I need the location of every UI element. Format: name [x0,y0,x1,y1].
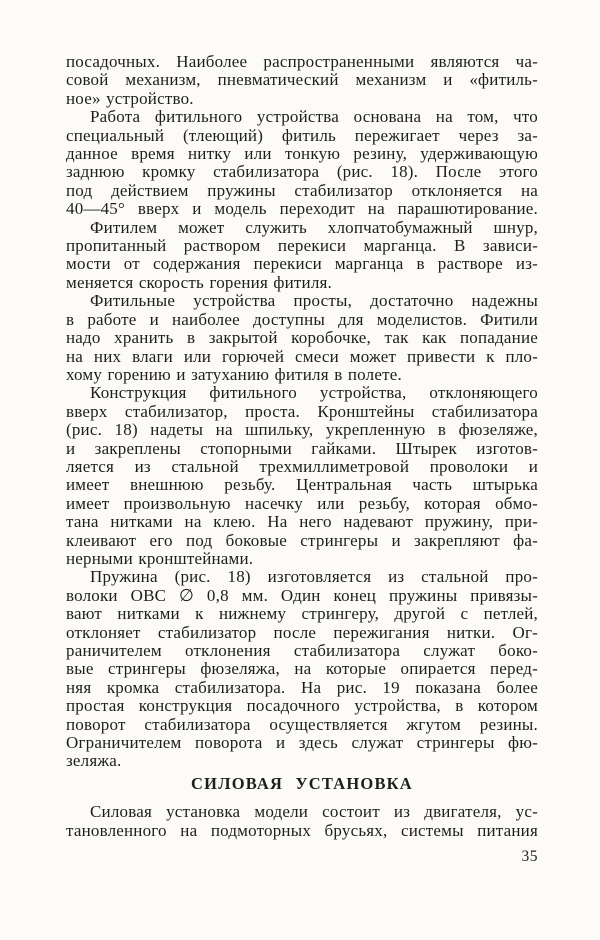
text-line: заднюю кромку стабилизатора (рис. 18). После этого [66,162,538,182]
text-line: ляется из стальной трехмиллиметровой проволоки и [66,456,538,476]
text-line: имеет внешнюю резьбу. Центральная часть штырька [66,475,538,495]
text-line: специальный (тлеющий) фитиль пережигает через за- [66,125,538,145]
text-line: надо хранить в закрытой коробочке, так как попадание [66,328,538,348]
text-line: хому горению и затуханию фитиля в полете. [66,364,402,384]
text-line: меняется скорость горения фитиля. [66,272,333,292]
text-column [66,53,538,840]
paragraph [66,384,538,568]
text-line: Фитилем может служить хлопчатобумажный шнур, [90,217,538,237]
text-line: тана нитками на клею. На него надевают пружину, при- [66,512,538,532]
paragraph [66,219,538,293]
text-line: ное» устройство. [66,88,194,108]
text-line: Конструкция фитильного устройства, отклоняющего [90,383,538,403]
text-line: в работе и наиболее доступны для моделистов. Фитили [66,309,538,329]
text-line: Работа фитильного устройства основана на том, что [90,107,538,127]
text-line: клеивают его под боковые стрингеры и закрепляют фа- [66,530,538,550]
text-line: волоки ОВС ∅ 0,8 мм. Один конец пружины привязы- [66,585,538,605]
text-line: пропитанный раствором перекиси марганца. В зависи- [66,236,538,256]
paragraph [66,108,538,218]
text-line: совой механизм, пневматический механизм и «фитиль- [66,70,538,90]
text-line: Фитильные устройства просты, достаточно надежны [90,291,538,311]
text-line: Силовая установка модели состоит из двигателя, ус- [90,802,538,822]
text-line: вые стрингеры фюзеляжа, на которые опирается перед- [66,659,538,679]
text-line: Пружина (рис. 18) изготовляется из стальной про- [90,567,538,587]
text-line: (рис. 18) надеты на шпильку, укрепленную в фюзеляже, [66,420,538,440]
text-line: нерными кронштейнами. [66,548,254,568]
text-line: простая конструкция посадочного устройства, в котором [66,696,538,716]
text-line: мости от содержания перекиси марганца в растворе из- [66,254,538,274]
paragraph [66,568,538,770]
text-line: зеляжа. [66,751,122,771]
text-line: данное время нитку или тонкую резину, удерживающую [66,144,538,164]
text-line: имеет произвольную насечку или резьбу, которая обмо- [66,493,538,513]
paragraph [66,53,538,108]
text-line: посадочных. Наиболее распространенными являются ча- [66,52,538,71]
text-line: вверх стабилизатор, проста. Кронштейны стабилизатора [66,401,538,421]
text-line: и закреплены стопорными гайками. Штырек изготов- [66,438,538,458]
text-line: тановленного на подмоторных брусьях, системы питания [66,820,538,840]
text-line: отклоняет стабилизатор после пережигания нитки. Ог- [66,622,538,642]
text-line: на них влаги или горючей смеси может привести к пло- [66,346,538,366]
page-number: 35 [521,848,538,865]
text-line: поворот стабилизатора осуществляется жгутом резины. [66,714,538,734]
body-text-before-heading [66,53,538,771]
text-line: няя кромка стабилизатора. На рис. 19 показана более [66,677,538,697]
section-heading: СИЛОВАЯ УСТАНОВКА [191,773,413,793]
text-line: под действием пружины стабилизатор отклоняется на [66,180,538,200]
text-line: вают нитками к нижнему стрингеру, другой с петлей, [66,604,538,624]
paragraph [66,803,538,840]
paragraph [66,292,538,384]
text-line: Ограничителем поворота и здесь служат стрингеры фю- [66,733,538,753]
text-line: раничителем отклонения стабилизатора служат боко- [66,641,538,660]
body-text-after-heading [66,803,538,840]
text-line: 40—45° вверх и модель переходит на парашютирование. [66,199,538,219]
